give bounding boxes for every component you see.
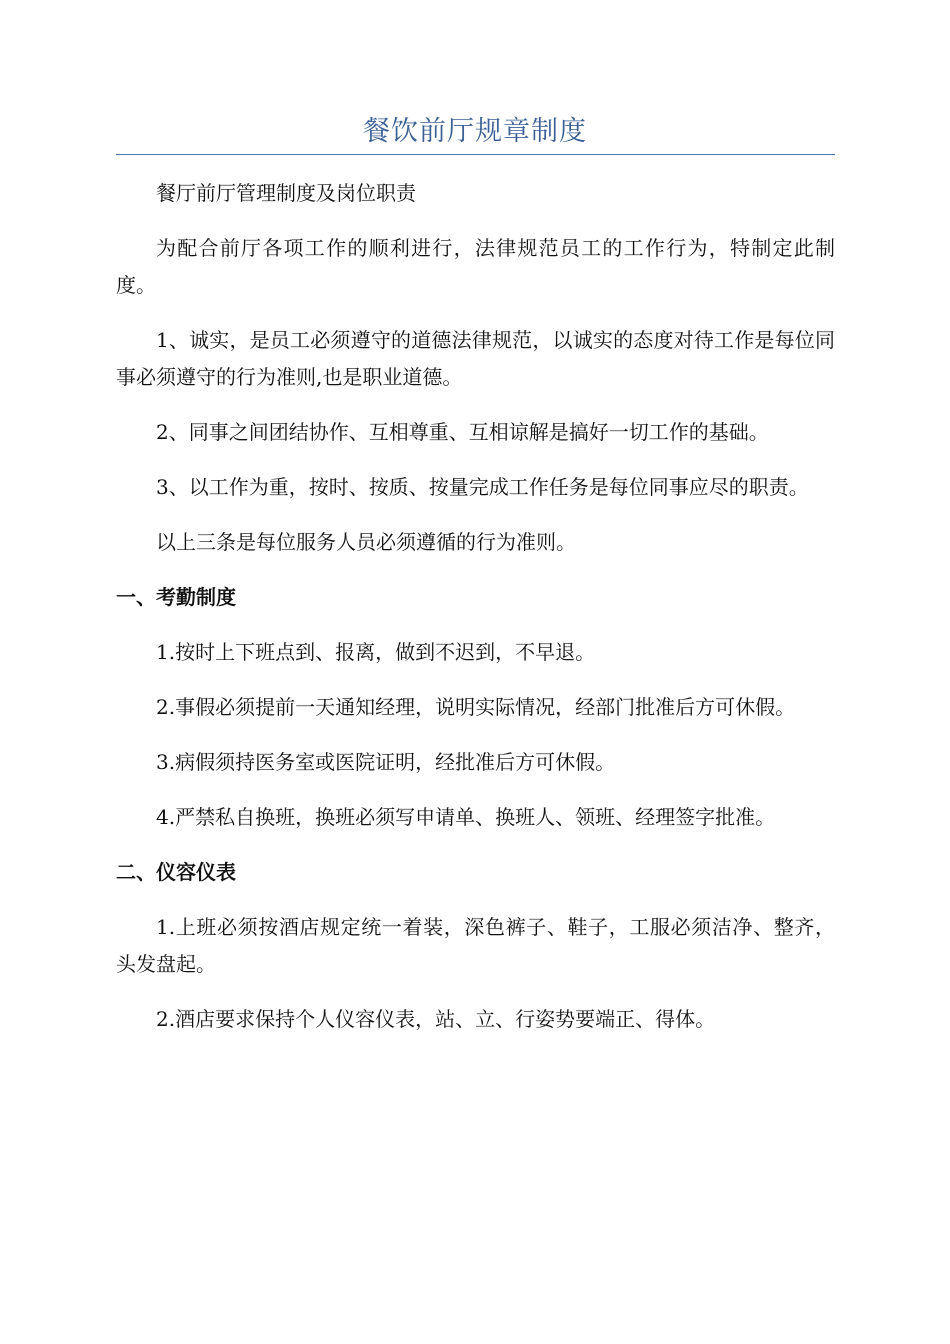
title-underline (116, 154, 835, 155)
intro-purpose: 为配合前厅各项工作的顺利进行，法律规范员工的工作行为，特制定此制度。 (116, 236, 835, 297)
attendance-item: 4.严禁私自换班，换班必须写申请单、换班人、领班、经理签字批准。 (156, 805, 776, 829)
section-heading-attendance: 一、考勤制度 (116, 585, 236, 609)
attendance-item: 1.按时上下班点到、报离，做到不迟到，不早退。 (156, 640, 596, 664)
section-heading-appearance: 二、仪容仪表 (116, 860, 236, 884)
rule-paragraph: 3、以工作为重，按时、按质、按量完成工作任务是每位同事应尽的职责。 (156, 475, 809, 499)
attendance-item: 3.病假须持医务室或医院证明，经批准后方可休假。 (156, 750, 616, 774)
document-title: 餐饮前厅规章制度 (363, 116, 587, 147)
appearance-item: 2.酒店要求保持个人仪容仪表，站、立、行姿势要端正、得体。 (156, 1007, 716, 1031)
rule-paragraph: 2、同事之间团结协作、互相尊重、互相谅解是搞好一切工作的基础。 (156, 420, 769, 444)
intro-summary: 以上三条是每位服务人员必须遵循的行为准则。 (156, 530, 576, 554)
rule-paragraph: 1、诚实，是员工必须遵守的道德法律规范，以诚实的态度对待工作是每位同事必须遵守的行为准则,也是职业道德。 (116, 328, 835, 389)
attendance-item: 2.事假必须提前一天通知经理，说明实际情况，经部门批准后方可休假。 (156, 695, 796, 719)
intro-subtitle: 餐厅前厅管理制度及岗位职责 (156, 181, 416, 205)
document-body (116, 175, 835, 1056)
appearance-item: 1.上班必须按酒店规定统一着装，深色裤子、鞋子，工服必须洁净、整齐，头发盘起。 (116, 915, 835, 976)
